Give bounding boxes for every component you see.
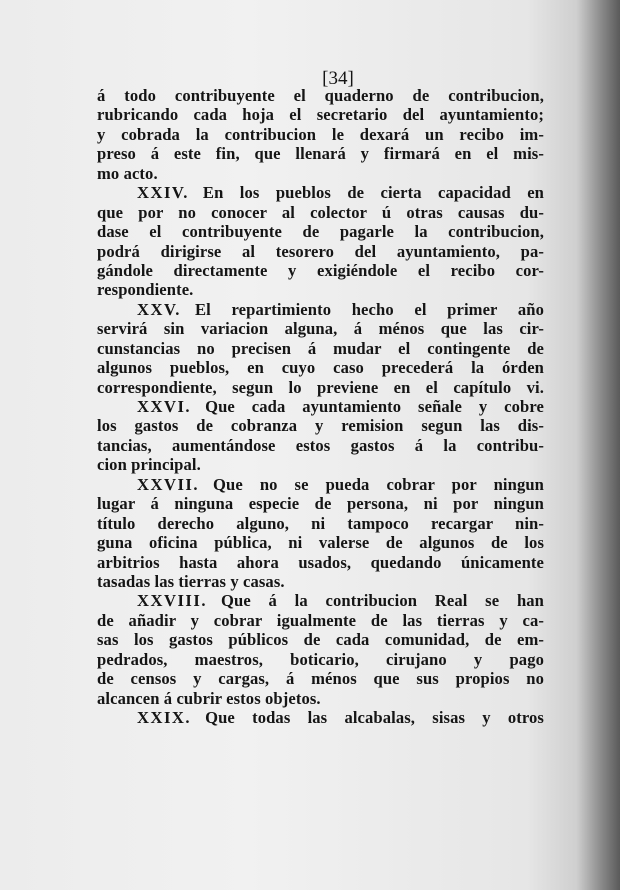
line-text: Que cada ayuntamiento señale y cobre bbox=[205, 397, 544, 416]
line-text: alcancen á cubrir estos objetos. bbox=[97, 688, 321, 708]
article-heading-line bbox=[97, 397, 544, 416]
text-line bbox=[97, 319, 544, 338]
line-text: Que no se pueda cobrar por ningun bbox=[213, 474, 544, 494]
line-text: arbitrios hasta ahora usados, quedando únicamente bbox=[97, 552, 544, 572]
article-number: XXVII. bbox=[137, 474, 200, 494]
line-text: dase el contribuyente de pagarle la contribucion, bbox=[97, 222, 544, 242]
text-line bbox=[97, 436, 544, 455]
text-line bbox=[97, 611, 544, 630]
line-text: correspondiente, segun lo previene en el capítulo vi. bbox=[97, 377, 544, 397]
text-line bbox=[97, 261, 544, 280]
line-text: guna oficina pública, ni valerse de algunos de los bbox=[97, 533, 544, 553]
text-line bbox=[97, 280, 544, 299]
line-text: tasadas las tierras y casas. bbox=[97, 571, 285, 591]
text-line bbox=[97, 339, 544, 358]
article-number: XXIX. bbox=[137, 708, 192, 727]
article-number: XXV. bbox=[137, 299, 181, 319]
text-line bbox=[97, 689, 544, 708]
line-text: podrá dirigirse al tesorero del ayuntamiento, pa- bbox=[97, 241, 544, 261]
line-text: título derecho alguno, ni tampoco recargar nin- bbox=[97, 513, 544, 533]
text-line bbox=[97, 242, 544, 261]
line-text: rubricando cada hoja el secretario del ayuntamiento; bbox=[97, 105, 544, 125]
text-line bbox=[97, 669, 544, 688]
text-line bbox=[97, 630, 544, 649]
line-text: tancias, aumentándose estos gastos á la contribu- bbox=[97, 435, 544, 455]
line-text: mo acto. bbox=[97, 163, 158, 183]
article-heading-line bbox=[97, 708, 544, 727]
text-line bbox=[97, 416, 544, 435]
text-line bbox=[97, 572, 544, 591]
line-text: algunos pueblos, en cuyo caso precederá la órden bbox=[97, 358, 544, 378]
text-line bbox=[97, 164, 544, 183]
article-number: XXIV. bbox=[137, 183, 189, 203]
text-line bbox=[97, 203, 544, 222]
line-text: Que todas las alcabalas, sisas y otros bbox=[205, 708, 544, 727]
text-line bbox=[97, 378, 544, 397]
article-heading-line bbox=[97, 475, 544, 494]
line-text: preso á este fin, que llenará y firmará en el mis- bbox=[97, 144, 544, 164]
line-text: gándole directamente y exigiéndole el recibo cor- bbox=[97, 260, 544, 280]
line-text: respondiente. bbox=[97, 280, 194, 300]
line-text: En los pueblos de cierta capacidad en bbox=[202, 183, 544, 203]
line-text: Que á la contribucion Real se han bbox=[220, 591, 544, 611]
text-line bbox=[97, 125, 544, 144]
body-text bbox=[97, 86, 544, 727]
line-text: los gastos de cobranza y remision segun las dis- bbox=[97, 416, 544, 436]
article-number: XXVIII. bbox=[137, 591, 207, 611]
page-number: [34] bbox=[322, 68, 354, 89]
article-number: XXVI. bbox=[137, 397, 192, 416]
text-line bbox=[97, 553, 544, 572]
text-line bbox=[97, 105, 544, 124]
line-text: El repartimiento hecho el primer año bbox=[194, 299, 544, 319]
article-heading-line bbox=[97, 300, 544, 319]
article-heading-line bbox=[97, 183, 544, 202]
line-text: cion principal. bbox=[97, 455, 201, 475]
text-line bbox=[97, 222, 544, 241]
line-text: y cobrada la contribucion le dexará un recibo im- bbox=[97, 124, 544, 144]
line-text: sas los gastos públicos de cada comunidad, de em- bbox=[97, 630, 544, 650]
text-line bbox=[97, 144, 544, 163]
line-text: á todo contribuyente el quaderno de contribucion, bbox=[97, 86, 544, 105]
text-line bbox=[97, 358, 544, 377]
line-text: de censos y cargas, á ménos que sus propios no bbox=[97, 669, 544, 689]
text-line bbox=[97, 514, 544, 533]
text-line bbox=[97, 533, 544, 552]
text-line bbox=[97, 494, 544, 513]
article-heading-line bbox=[97, 591, 544, 610]
text-line bbox=[97, 650, 544, 669]
line-text: de añadir y cobrar igualmente de las tierras y ca- bbox=[97, 610, 544, 630]
text-line bbox=[97, 86, 544, 105]
line-text: pedrados, maestros, boticario, cirujano y pago bbox=[97, 649, 544, 669]
line-text: servirá sin variacion alguna, á ménos que las cir- bbox=[97, 319, 544, 339]
line-text: que por no conocer al colector ú otras causas du- bbox=[97, 202, 544, 222]
line-text: cunstancias no precisen á mudar el contingente de bbox=[97, 338, 544, 358]
line-text: lugar á ninguna especie de persona, ni por ningun bbox=[97, 494, 544, 514]
text-line bbox=[97, 455, 544, 474]
